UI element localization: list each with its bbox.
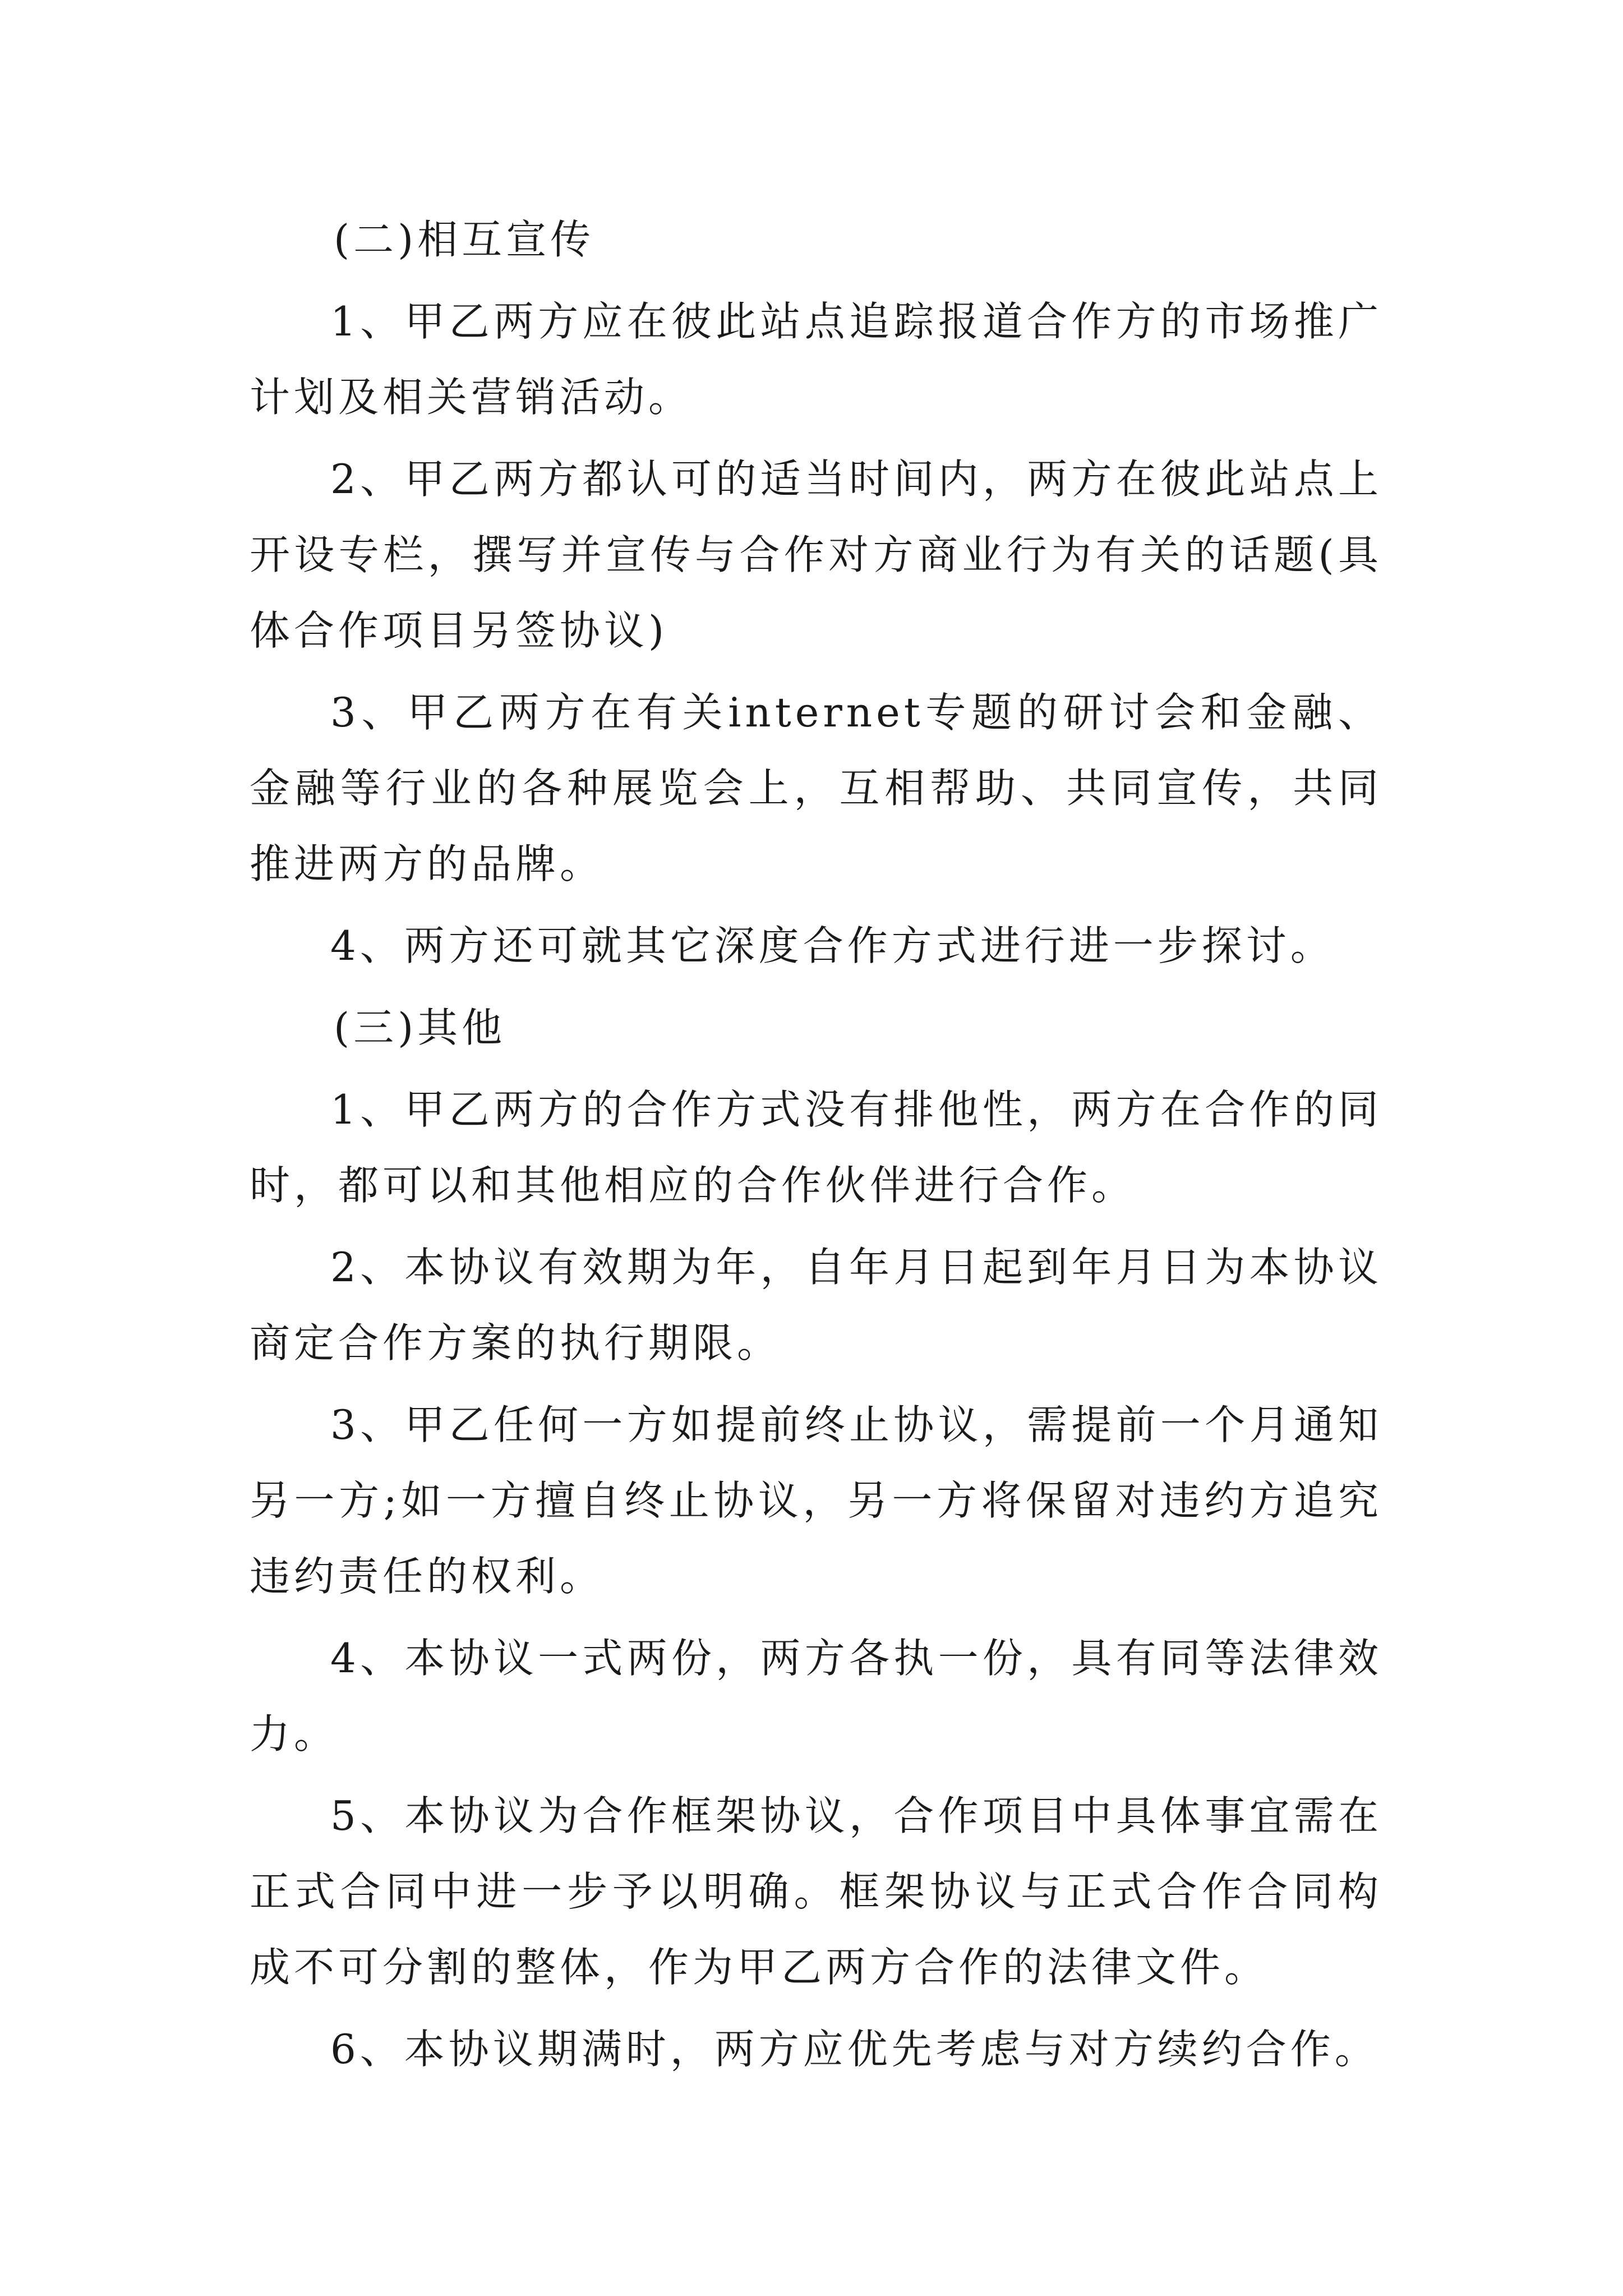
document-body: [250, 202, 1382, 2093]
paragraph-promotion-1: 1、甲乙两方应在彼此站点追踪报道合作方的市场推广计划及相关营销活动。: [250, 298, 1382, 421]
paragraph-other-1: 1、甲乙两方的合作方式没有排他性，两方在合作的同时，都可以和其他相应的合作伙伴进行合作。: [250, 1086, 1382, 1209]
paragraph-other-4: 4、本协议一式两份，两方各执一份，具有同等法律效力。: [250, 1635, 1382, 1757]
paragraph-promotion-4: 4、两方还可就其它深度合作方式进行进一步探讨。: [330, 922, 1335, 969]
section-heading-other: (三)其他: [334, 1004, 506, 1051]
paragraph-promotion-2: 2、甲乙两方都认可的适当时间内，两方在彼此站点上开设专栏，撰写并宣传与合作对方商业行为有关的话题(具体合作项目另签协议): [250, 455, 1382, 654]
paragraph-other-2: 2、本协议有效期为年，自年月日起到年月日为本协议商定合作方案的执行期限。: [250, 1244, 1382, 1366]
paragraph-other-6: 6、本协议期满时，两方应优先考虑与对方续约合作。: [330, 2026, 1379, 2073]
section-heading-mutual-promotion: (二)相互宣传: [334, 216, 595, 263]
paragraph-other-5: 5、本协议为合作框架协议，合作项目中具体事宜需在正式合同中进一步予以明确。框架协议与正式合作合同构成不可分割的整体，作为甲乙两方合作的法律文件。: [250, 1792, 1382, 1991]
paragraph-promotion-3: 3、甲乙两方在有关internet专题的研讨会和金融、金融等行业的各种展览会上，互相帮助、共同宣传，共同推进两方的品牌。: [250, 689, 1382, 887]
paragraph-other-3: 3、甲乙任何一方如提前终止协议，需提前一个月通知另一方;如一方擅自终止协议，另一方将保留对违约方追究违约责任的权利。: [250, 1401, 1382, 1600]
